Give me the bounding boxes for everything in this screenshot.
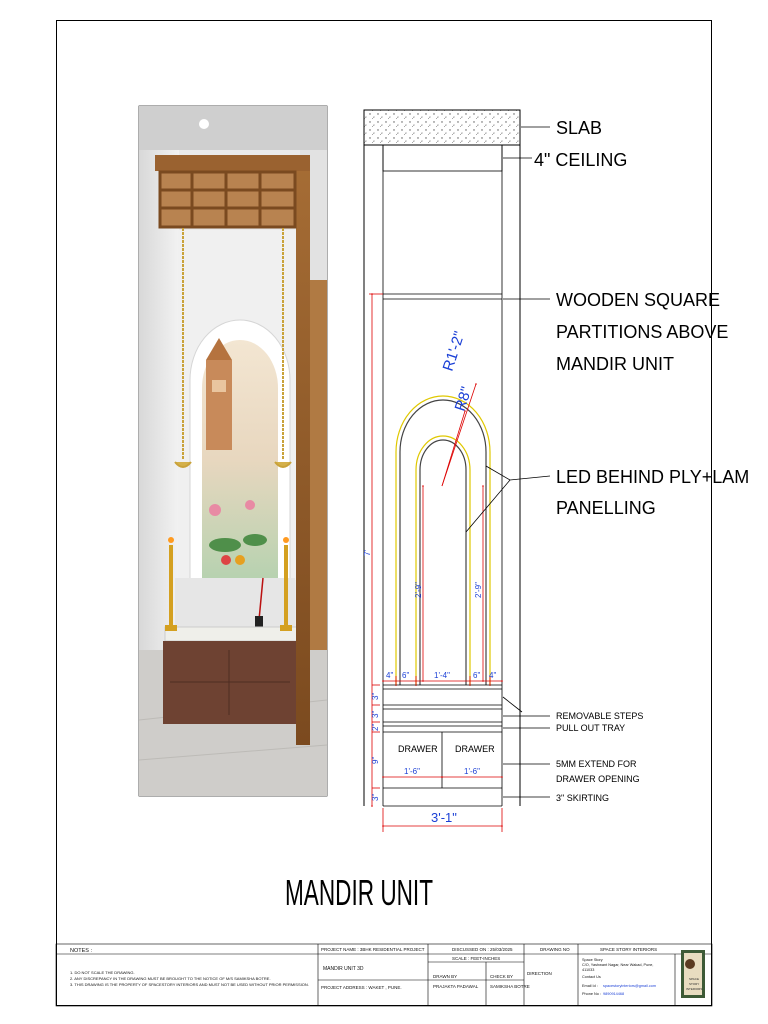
check-by-label: CHECK BY: [490, 974, 514, 979]
firm-name: SPACE STORY INTERIORS: [600, 947, 658, 952]
dim-6-right: 6": [473, 671, 481, 680]
dim-radius-outer: R1'-2": [439, 329, 469, 374]
label-pull-out-tray: PULL OUT TRAY: [556, 723, 626, 733]
drawing-title: MANDIR UNIT: [285, 872, 433, 913]
scale: SCALE : FEET-INCHES: [452, 956, 501, 961]
dim-drawer-left: 1'-6": [404, 767, 420, 776]
title-block: [56, 944, 712, 1006]
label-removable-steps: REMOVABLE STEPS: [556, 711, 644, 721]
drawing-name: MANDIR UNIT 3D: [323, 966, 364, 972]
dim-inner-height-right: 2'-9": [474, 582, 483, 598]
label-wooden-2: PARTITIONS ABOVE: [556, 322, 729, 342]
dim-radius-inner: R8": [451, 384, 476, 414]
project-name: PROJECT NAME : 3BHK RESIDENTIAL PROJECT: [321, 947, 425, 952]
label-wooden-1: WOODEN SQUARE: [556, 290, 721, 310]
direction: DIRECTION: [527, 971, 552, 976]
drawn-by-label: DRAWN BY: [433, 974, 458, 979]
dim-3-c: 3": [371, 793, 380, 801]
dim-4-left: 4": [386, 671, 394, 680]
firm-address-3: 411033: [582, 968, 595, 972]
dim-total-width: 3'-1": [431, 810, 457, 825]
discussed-on: DISCUSSED ON : 25/03/2025: [452, 947, 513, 952]
label-ceiling: 4" CEILING: [534, 150, 628, 170]
firm-address-1: Space Story: [582, 958, 603, 962]
dim-4-right: 4": [489, 671, 497, 680]
label-extend-2: DRAWER OPENING: [556, 774, 640, 784]
label-skirting: 3" SKIRTING: [556, 793, 610, 803]
drawing-no: DRAWING NO: [540, 947, 570, 952]
email-label: Email Id :: [582, 984, 598, 988]
dim-total-height: 7': [363, 550, 372, 556]
dim-3-a: 3": [371, 692, 380, 700]
dim-1-4: 1'-4": [434, 671, 450, 680]
note-2: 2. ANY DISCREPANCY IN THE DRAWING MUST BE BROUGHT TO THE NOTICE OF M/S SAMIKSHA BOTRE.: [70, 976, 271, 981]
mandir-elevation: [364, 110, 550, 832]
dim-6-left: 6": [402, 671, 410, 680]
phone-link[interactable]: 9890914468: [603, 992, 625, 996]
label-led-2: PANELLING: [556, 498, 656, 518]
contact-label: Contact Us: [582, 975, 601, 979]
dim-2: 2": [371, 723, 380, 731]
firm-address-2: C/O, Yashwant Nagar, Near Wakad, Pune,: [582, 963, 654, 967]
notes-label: NOTES :: [70, 948, 93, 954]
project-address: PROJECT ADDRESS : WAKET , PUNE.: [321, 985, 402, 990]
label-wooden-3: MANDIR UNIT: [556, 354, 674, 374]
drawer-label-right: DRAWER: [455, 744, 495, 754]
drawer-label-left: DRAWER: [398, 744, 438, 754]
dim-3-b: 3": [371, 710, 380, 718]
dim-inner-height-left: 2'-9": [414, 582, 423, 598]
dim-9: 9": [371, 756, 380, 764]
drawn-by: PRAJAKTA PADAWAL: [433, 984, 479, 989]
dim-drawer-right: 1'-6": [464, 767, 480, 776]
check-by: SAMIKSHA BOTRE: [490, 984, 530, 989]
phone-label: Phone No :: [582, 992, 601, 996]
note-1: 1. DO NOT SCALE THE DRAWING.: [70, 970, 135, 975]
note-3: 3. THIS DRAWING IS THE PROPERTY OF SPACESTORY INTERIORS AND MUST NOT BE USED WITHOUT PRIOR PERMISSION.: [70, 982, 309, 987]
mandir-render: [139, 106, 327, 796]
label-led-1: LED BEHIND PLY+LAM: [556, 467, 750, 487]
label-extend-1: 5MM EXTEND FOR: [556, 759, 637, 769]
logo-text-2: STORY: [689, 982, 700, 986]
logo-text-1: SPACE: [689, 977, 699, 981]
logo-text-3: INTERIORS: [686, 987, 703, 991]
email-link[interactable]: spacestoryinteriors@gmail.com: [603, 984, 657, 988]
label-slab: SLAB: [556, 118, 603, 138]
